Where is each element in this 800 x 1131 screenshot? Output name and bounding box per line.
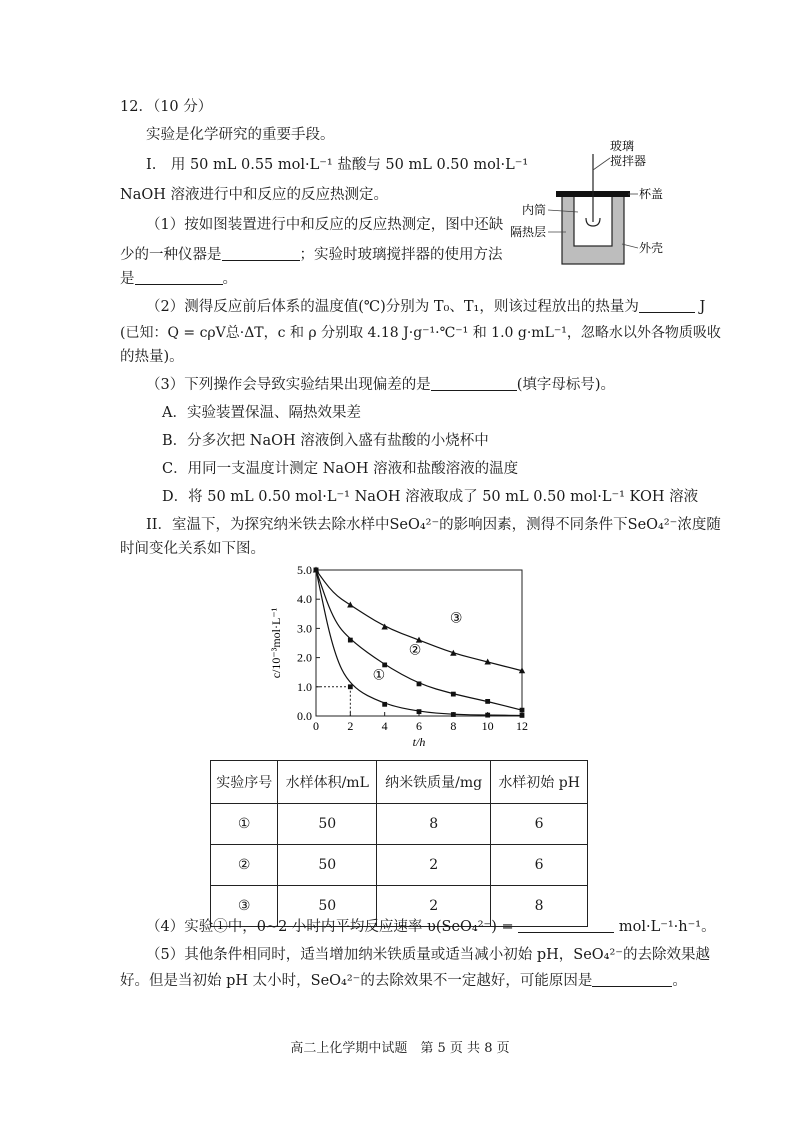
q2-line3: 的热量)。 — [120, 349, 184, 365]
answer-blank-q1a[interactable] — [222, 246, 300, 261]
part2-line2: 时间变化关系如下图。 — [120, 541, 265, 557]
intro-text: 实验是化学研究的重要手段。 — [146, 127, 335, 143]
option-b: B．分多次把 NaOH 溶液倒入盛有盐酸的小烧杯中 — [162, 433, 489, 449]
q3-text-b: (填字母标号)。 — [516, 377, 616, 393]
data-point — [382, 663, 387, 668]
answer-blank-q3[interactable] — [431, 376, 517, 391]
label-insulation: 隔热层 — [510, 225, 547, 239]
table-cell: 8 — [491, 886, 588, 927]
label-lid: 杯盖 — [639, 187, 664, 201]
y-tick-label: 5.0 — [297, 563, 312, 577]
q1-line3-text-b: 。 — [222, 271, 237, 287]
part2-line1: II．室温下，为探究纳米铁去除水样中SeO₄²⁻的影响因素，测得不同条件下SeO₄²⁻浓度随 — [146, 517, 721, 533]
experiment-table — [210, 760, 588, 927]
x-tick-label: 0 — [313, 719, 319, 733]
table-cell: ③ — [211, 886, 278, 927]
table-cell: 50 — [278, 845, 377, 886]
label-inner: 内筒 — [522, 203, 547, 217]
data-point — [450, 650, 456, 656]
table-cell: 8 — [377, 804, 491, 845]
table-cell: 50 — [278, 804, 377, 845]
q3-line — [146, 376, 615, 394]
q5-line2 — [120, 972, 687, 990]
table-cell: ② — [211, 845, 278, 886]
x-tick-label: 2 — [347, 719, 354, 733]
q2-line2: (已知：Q = cρV总·ΔT，c 和 ρ 分别取 4.18 J·g⁻¹·℃⁻¹ 和 1.0 g·mL⁻¹，忽略水以外各物质吸收 — [120, 325, 721, 341]
question-number: 12．（10 分） — [120, 99, 213, 115]
q1-line2-text-b: ；实验时玻璃搅拌器的使用方法 — [299, 247, 503, 263]
table-header-row — [211, 761, 588, 804]
answer-blank-q4[interactable] — [518, 918, 614, 933]
concentration-chart — [268, 558, 548, 758]
series-label: ③ — [449, 610, 463, 627]
q3-text-a: （3）下列操作会导致实验结果出现偏差的是 — [146, 377, 431, 393]
series-label: ① — [372, 667, 386, 684]
q1-line1: （1）按如图装置进行中和反应的反应热测定，图中还缺 — [146, 217, 504, 233]
q2-line1-text-b: J — [699, 299, 706, 315]
table-cell: ① — [211, 804, 278, 845]
table-row — [211, 804, 588, 845]
page-footer: 高二上化学期中试题 第 5 页 共 8 页 — [290, 1041, 510, 1056]
q4-text-b: mol·L⁻¹·h⁻¹。 — [618, 919, 716, 935]
q2-line1-text-a: （2）测得反应前后体系的温度值(℃)分别为 T₀、T₁，则该过程放出的热量为 — [146, 299, 639, 315]
x-tick-label: 4 — [381, 719, 388, 733]
data-point — [348, 638, 353, 643]
x-tick-label: 10 — [481, 719, 494, 733]
label-stirrer: 玻璃 — [610, 140, 635, 153]
x-tick-label: 12 — [516, 719, 528, 733]
calorimeter-diagram — [498, 140, 678, 270]
part1-line1: I. 用 50 mL 0.55 mol·L⁻¹ 盐酸与 50 mL 0.50 mol·L⁻¹ — [146, 157, 529, 173]
data-point — [347, 602, 353, 608]
data-point — [485, 713, 490, 718]
q1-line3-text-a: 是 — [120, 271, 135, 287]
table-header-cell: 实验序号 — [211, 761, 278, 804]
data-point — [520, 708, 525, 713]
q1-line2 — [120, 246, 503, 264]
y-axis-label: c/10⁻³mol·L⁻¹ — [269, 607, 283, 679]
q1-line2-text-a: 少的一种仪器是 — [120, 247, 222, 263]
x-tick-label: 8 — [450, 719, 457, 733]
option-d: D．将 50 mL 0.50 mol·L⁻¹ NaOH 溶液取成了 50 mL 0.50 mol·L⁻¹ KOH 溶液 — [162, 489, 699, 505]
y-tick-label: 1.0 — [297, 679, 312, 694]
q4-text-a: （4）实验①中，0~2 小时内平均反应速率 υ(SeO₄²⁻) = — [146, 919, 514, 935]
q5-text-b: 。 — [672, 973, 687, 989]
part1-line2: NaOH 溶液进行中和反应的反应热测定。 — [120, 187, 388, 203]
data-point — [451, 712, 456, 717]
table-cell: 50 — [278, 886, 377, 927]
table-cell: 6 — [491, 845, 588, 886]
x-axis-label: t/h — [412, 735, 426, 749]
table-cell: 2 — [377, 886, 491, 927]
table-cell: 2 — [377, 845, 491, 886]
q5-line1: （5）其他条件相同时，适当增加纳米铁质量或适当减小初始 pH，SeO₄²⁻的去除效果越 — [146, 947, 710, 963]
data-point — [417, 709, 422, 714]
label-stirrer-2: 搅拌器 — [610, 154, 647, 168]
option-a: A．实验装置保温、隔热效果差 — [162, 405, 361, 421]
y-tick-label: 3.0 — [297, 621, 312, 636]
answer-blank-q5[interactable] — [592, 972, 672, 987]
q1-line3 — [120, 270, 237, 288]
leader-stirrer — [593, 158, 610, 170]
chart-axes — [269, 563, 528, 749]
y-tick-label: 2.0 — [297, 650, 312, 665]
q2-line1 — [146, 298, 705, 316]
answer-blank-q1b[interactable] — [135, 270, 223, 285]
series-label: ② — [408, 642, 422, 659]
y-tick-label: 4.0 — [297, 592, 312, 607]
chart-series-group — [313, 567, 525, 718]
answer-blank-q2[interactable] — [639, 298, 695, 313]
data-point — [417, 681, 422, 686]
q4-line — [146, 918, 716, 936]
data-point — [451, 692, 456, 697]
data-point — [382, 702, 387, 707]
x-tick-label: 6 — [416, 719, 422, 733]
table-header-cell: 水样初始 pH — [491, 761, 588, 804]
y-tick-label: 0.0 — [297, 709, 312, 723]
label-shell: 外壳 — [639, 241, 664, 255]
data-point — [485, 699, 490, 704]
option-c: C．用同一支温度计测定 NaOH 溶液和盐酸溶液的温度 — [162, 461, 519, 477]
q5-text-a: 好。但是当初始 pH 太小时，SeO₄²⁻的去除效果不一定越好，可能原因是 — [120, 973, 593, 989]
data-point — [348, 684, 353, 689]
table-header-cell: 纳米铁质量/mg — [377, 761, 491, 804]
table-header-cell: 水样体积/mL — [278, 761, 377, 804]
data-point — [520, 713, 525, 718]
table-row — [211, 845, 588, 886]
table-cell: 6 — [491, 804, 588, 845]
